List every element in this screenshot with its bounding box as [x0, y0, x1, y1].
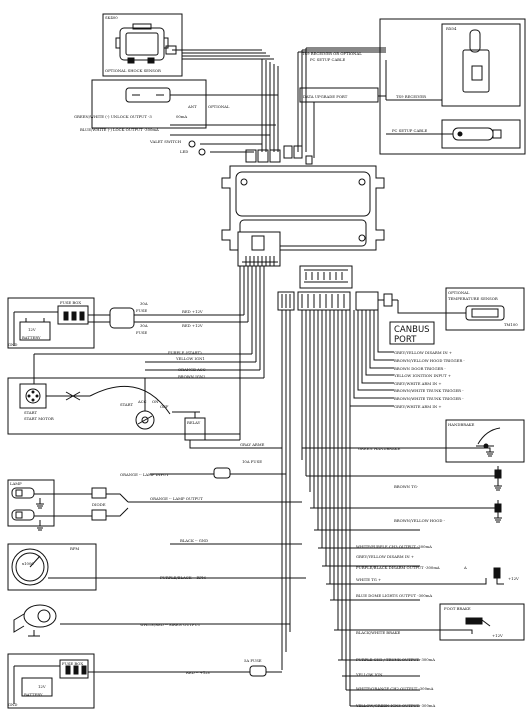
fuse-5a-label: 5A FUSE: [244, 658, 262, 663]
rpm-gauge-label: x1000: [22, 561, 34, 566]
remote-tag: RX04: [446, 26, 457, 31]
battery-bottom-label: BATTERY: [24, 692, 43, 697]
shock-sensor-tag: SK400: [105, 15, 118, 20]
battery-bottom-volt: 12V: [38, 684, 46, 689]
wire-white-tg: WHITE TG +: [356, 577, 382, 582]
fuse-30a-1-line2: FUSE: [136, 308, 148, 313]
wire-red-12v-2: RED +12V: [182, 323, 203, 328]
wire-blue-dome: BLUE DOME LIGHTS OUTPUT -300mA: [356, 593, 433, 598]
start-motor-label-1: START: [24, 410, 37, 415]
plus12v-brake: +12V: [492, 633, 503, 638]
wire-orange-lamp-input: ORANGE -- LAMP INPUT: [120, 472, 169, 477]
relay-label: RELAY: [187, 420, 201, 425]
wire-yellow-green-ign3: YELLOW/GREEN IGN3 OUTPUT -300mA: [356, 703, 436, 708]
wire-brown-yellow-hood: BROWN/YELLOW HOOD TRIGGER -: [394, 358, 465, 363]
wire-brown-ign2: BROWN IGN2: [178, 374, 206, 379]
wire-yellow-ign-input: YELLOW IGNITION INPUT +: [394, 373, 452, 378]
fuse-10a-label: 10A FUSE: [242, 459, 262, 464]
wire-gray-arme: GRAY ARME: [240, 442, 265, 447]
foot-brake-label: FOOT BRAKE: [444, 606, 471, 611]
valet-switch-label: VALET SWITCH: [150, 139, 182, 144]
data-upgrade-label: DATA UPGRADE PORT: [303, 94, 348, 99]
rpm-gauge-icon: [12, 549, 48, 585]
wire-purple-black-rpm: PURPLE/BLACK -- RPM: [160, 575, 206, 580]
led-label: LED: [180, 149, 189, 154]
green-white-label: GREEN/WHITE (-) UNLOCK OUTPUT -3: [74, 114, 152, 119]
temp-sensor-caption-2: TEMPERATURE SENSOR: [448, 296, 498, 301]
battery-top-label: BATTERY: [22, 335, 41, 340]
antenna-ant-label: ANT: [188, 104, 197, 109]
fuse-5a-icon: [250, 666, 266, 676]
fuse-30a-1-line1: 30A: [140, 301, 148, 306]
wire-purple-black-disarm: PURPLE/BLACK DISARM OUTPUT -300mA: [356, 565, 440, 570]
canbus-label-2: PORT: [394, 335, 417, 345]
siren-icon: [14, 605, 56, 636]
wire-white-red-siren: WHITE/RED -- SIREN OUTPUT: [140, 622, 201, 627]
wire-white-purple-ch3: WHITE/PURPLE CH3 OUTPUT -300mA: [356, 544, 432, 549]
green-white-ma-label: 00mA: [176, 114, 188, 119]
wire-black-white-brake: BLACK/WHITE BRAKE: [356, 630, 401, 635]
fuse-30a-2-line2: FUSE: [136, 330, 148, 335]
pc-setup-cable-label: PC SETUP CABLE: [392, 128, 428, 133]
temp-sensor-caption-1: OPTIONAL: [448, 290, 470, 295]
start-motor-icon: [20, 384, 46, 408]
fuse-box-top-label: FUSE BOX: [60, 300, 82, 305]
lamp-label: LAMP: [10, 481, 22, 486]
shock-sensor-icon: [116, 24, 176, 63]
rpm-title: RPM: [70, 546, 80, 551]
handbrake-icon: [476, 428, 500, 448]
led-icon: [199, 149, 205, 155]
wire-grey-yellow-disarm: GREY/YELLOW DISARM IN +: [394, 350, 453, 355]
blue-white-label: BLUE/WHITE (-) LOCK OUTPUT -300mA: [80, 127, 159, 132]
foot-brake-icon: [466, 618, 490, 626]
wire-purple-start: PURPLE (START): [168, 350, 202, 355]
wire-yellow-ign1: YELLOW IGN1: [176, 356, 205, 361]
fuse-30a-icon: [110, 308, 134, 328]
wire-brown-tg: BROWN TG-: [394, 484, 419, 489]
ts9-receiver-or-pc-line1: TS9 RECEIVER OR OPTIONAL: [302, 51, 362, 56]
plus12v-right: +12V: [508, 576, 519, 581]
wire-red-12v-1: RED +12V: [182, 309, 203, 314]
wire-red-12v-bottom: RED -- +12V: [186, 670, 211, 675]
shock-sensor-caption: OPTIONAL SHOCK SENSOR: [105, 68, 161, 73]
shock-sensor-box: [103, 14, 182, 76]
wire-grey-yellow-disarm-2: GREY/YELLOW DISARM IN +: [356, 554, 415, 559]
lamp-icon: [12, 488, 34, 520]
wire-white-orange-ch2: WHITE/ORANGE CH2 OUTPUT -300mA: [356, 686, 434, 691]
contact-a-label: A: [464, 565, 467, 570]
start-motor-label: START MOTOR: [24, 416, 54, 421]
wire-brown-door: BROWN DOOR TRIGGER -: [394, 366, 446, 371]
wire-green-handbrake: GREEN HANDBRAKE: [358, 446, 401, 451]
ign-acc: ACC: [138, 399, 147, 404]
wire-orange-acc: ORANGE ACC: [178, 367, 206, 372]
ign-off: OFF: [160, 404, 169, 409]
wire-brown-yellow-hood-2: BROWN/YELLOW HOOD -: [394, 518, 445, 523]
fuse-30a-2-line1: 30A: [140, 323, 148, 328]
battery-top-gnd: GND: [8, 342, 18, 347]
battery-top-volt: 12V: [28, 327, 36, 332]
diode-label: DIODE: [92, 502, 106, 507]
fuse-10a-icon: [214, 468, 230, 478]
handbrake-label: HANDBRAKE: [448, 422, 475, 427]
ignition-switch-icon: [136, 411, 154, 429]
wire-brown-white-trunk-1: BROWN/WHITE TRUNK TRIGGER -: [394, 388, 464, 393]
lamp-box: [8, 480, 54, 526]
wire-grey-white-arm-2: GREY/WHITE ARM IN +: [394, 404, 442, 409]
wire-orange-lamp-output: ORANGE -- LAMP OUTPUT: [150, 496, 203, 501]
fuse-box-bottom-label: FUSE BOX: [62, 661, 84, 666]
remote-icon: [463, 30, 489, 92]
wire-purple-ch1: PURPLE CH1 / TRUNK OUTPUT -300mA: [356, 657, 436, 662]
battery-bottom-gnd: GND: [8, 702, 18, 707]
wire-yellow-ign: YELLOW IGN: [356, 672, 383, 677]
wire-black-gnd: BLACK -- GND: [180, 538, 209, 543]
ts9-receiver-or-pc-line2: PC SETUP CABLE: [310, 57, 346, 62]
main-harness-connector: [300, 266, 352, 288]
ign-start: START: [120, 402, 133, 407]
wire-grey-white-arm-1: GREY/WHITE ARM IN +: [394, 381, 442, 386]
temp-sensor-tag: TM100: [504, 322, 518, 327]
ts9-receiver-label: TS9 RECEIVER: [396, 94, 426, 99]
wire-brown-white-trunk-2: BROWN/WHITE TRUNK TRIGGER -: [394, 396, 464, 401]
canbus-label-1: CANBUS: [394, 325, 430, 335]
valet-switch-icon: [189, 141, 195, 147]
usb-cable-icon: [453, 128, 501, 140]
antenna-optional-label: OPTIONAL: [208, 104, 230, 109]
ign-on: ON: [152, 399, 159, 404]
